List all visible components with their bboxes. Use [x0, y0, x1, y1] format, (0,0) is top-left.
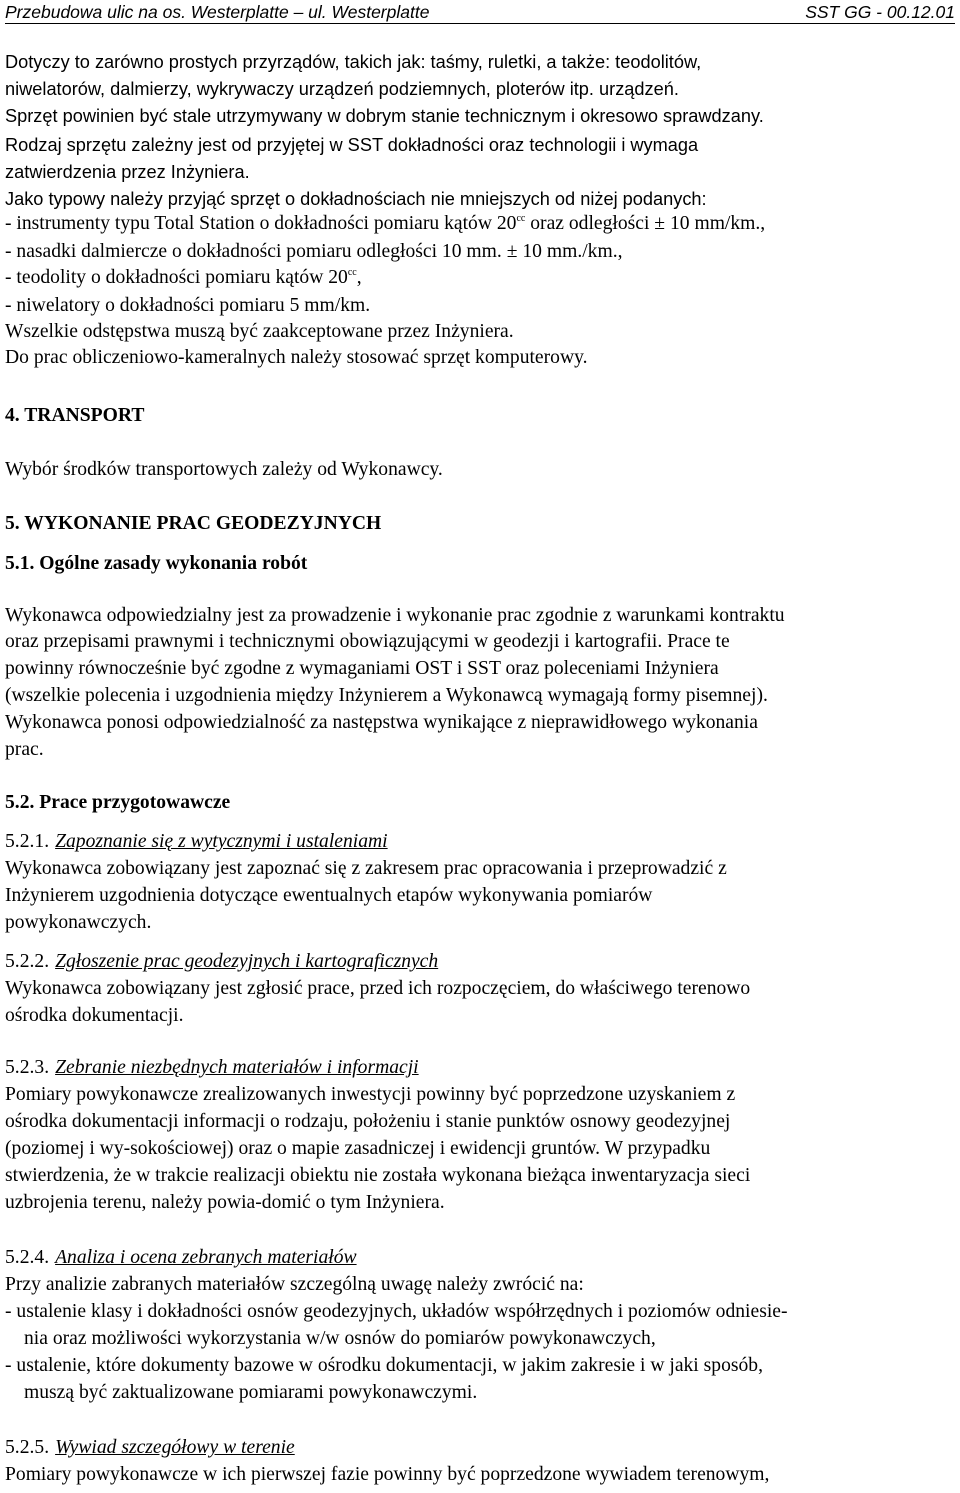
transport-text: Wybór środków transportowych zależy od Wykonawcy. — [5, 459, 443, 480]
paragraph-line: ośrodka dokumentacji. — [5, 1005, 184, 1026]
paragraph-line: powykonawczych. — [5, 912, 152, 933]
paragraph-line: Pomiary powykonawcze w ich pierwszej fazie powinny być poprzedzone wywiadem terenowym, — [5, 1464, 770, 1485]
paragraph-line: stwierdzenia, że w trakcie realizacji obiektu nie została wykonana bieżąca inwentaryzacja sieci — [5, 1165, 751, 1186]
heading-5-2-4: 5.2.4. Analiza i ocena zebranych materiałów — [5, 1247, 357, 1268]
header-code: SST GG - 00.12.01 — [805, 2, 955, 22]
heading-5-2-3: 5.2.3. Zebranie niezbędnych materiałów i informacji — [5, 1057, 419, 1078]
paragraph-line: Inżynierem uzgodnienia dotyczące ewentualnych etapów wykonywania pomiarów — [5, 885, 653, 906]
paragraph-line: Pomiary powykonawcze zrealizowanych inwestycji powinny być poprzedzone uzyskaniem z — [5, 1084, 736, 1105]
intro-line-4: Rodzaj sprzętu zależny jest od przyjętej w SST dokładności oraz technologii i wymaga — [5, 135, 699, 155]
header-rule — [5, 23, 955, 24]
equipment-item-total-station: - instrumenty typu Total Station o dokładności pomiaru kątów $20^{cc}$ oraz odległości ± 10 mm/km., — [5, 213, 766, 234]
computer-equipment-text: Do prac obliczeniowo-kameralnych należy stosować sprzęt komputerowy. — [5, 347, 588, 368]
paragraph-line: prac. — [5, 739, 44, 760]
paragraph-line: oraz przepisami prawnymi i technicznymi obowiązującymi w geodezji i kartografii. Prace te — [5, 631, 730, 652]
page-header — [5, 2, 955, 22]
heading-5-2-2: 5.2.2. Zgłoszenie prac geodezyjnych i kartograficznych — [5, 951, 439, 972]
intro-line-3: Sprzęt powinien być stale utrzymywany w dobrym stanie technicznym i okresowo sprawdzany. — [5, 106, 764, 126]
paragraph-line: Wykonawca odpowiedzialny jest za prowadzenie i wykonanie prac zgodnie z warunkami kontraktu — [5, 605, 785, 626]
heading-5-2-1: 5.2.1. Zapoznanie się z wytycznymi i ustaleniami — [5, 831, 388, 852]
paragraph-line: uzbrojenia terenu, należy powia-domić o tym Inżyniera. — [5, 1192, 445, 1213]
paragraph-line: (wszelkie polecenia i uzgodnienia między Inżynierem a Wykonawcą wymagają formy pisemnej). — [5, 685, 768, 706]
intro-line-5: zatwierdzenia przez Inżyniera. — [5, 162, 250, 182]
list-item: - ustalenie, które dokumenty bazowe w ośrodku dokumentacji, w jakim zakresie i w jaki sposób, — [5, 1355, 763, 1376]
paragraph-line: powinny równocześnie być zgodne z wymaganiami OST i SST oraz poleceniami Inżyniera — [5, 658, 719, 679]
heading-transport: 4. TRANSPORT — [5, 405, 145, 426]
heading-5-2-5: 5.2.5. Wywiad szczegółowy w terenie — [5, 1437, 295, 1458]
equipment-item-rangefinder: - nasadki dalmiercze o dokładności pomiaru odległości 10 mm. ± 10 mm./km., — [5, 241, 623, 262]
deviations-text: Wszelkie odstępstwa muszą być zaakceptowane przez Inżyniera. — [5, 321, 514, 342]
equipment-item-level: - niwelatory o dokładności pomiaru 5 mm/km. — [5, 295, 371, 316]
heading-5-1: 5.1. Ogólne zasady wykonania robót — [5, 553, 308, 574]
paragraph-line: ośrodka dokumentacji informacji o rodzaju, położeniu i stanie punktów osnowy geodezyjnej — [5, 1111, 731, 1132]
list-item-continuation: muszą być zaktualizowane pomiarami powykonawczymi. — [24, 1382, 478, 1403]
heading-section-5: 5. WYKONANIE PRAC GEODEZYJNYCH — [5, 513, 382, 534]
intro-line-1: Dotyczy to zarówno prostych przyrządów, takich jak: taśmy, ruletki, a także: teodolitów, — [5, 52, 702, 72]
paragraph-line: Przy analizie zabranych materiałów szczególną uwagę należy zwrócić na: — [5, 1274, 584, 1295]
paragraph-line: (poziomej i wy-sokościowej) oraz o mapie zasadniczej i ewidencji gruntów. W przypadku — [5, 1138, 711, 1159]
paragraph-line: Wykonawca zobowiązany jest zgłosić prace, przed ich rozpoczęciem, do właściwego terenowo — [5, 978, 751, 999]
heading-5-2: 5.2. Prace przygotowawcze — [5, 792, 231, 813]
header-title: Przebudowa ulic na os. Westerplatte – ul. Westerplatte — [5, 2, 430, 22]
intro-line-6: Jako typowy należy przyjąć sprzęt o dokładnościach nie mniejszych od niżej podanych: — [5, 189, 707, 209]
list-item: - ustalenie klasy i dokładności osnów geodezyjnych, układów współrzędnych i poziomów odniesie- — [5, 1301, 788, 1322]
intro-line-2: niwelatorów, dalmierzy, wykrywaczy urządzeń podziemnych, ploterów itp. urządzeń. — [5, 79, 679, 99]
list-item-continuation: nia oraz możliwości wykorzystania w/w osnów do pomiarów powykonawczych, — [24, 1328, 656, 1349]
equipment-item-theodolite: - teodolity o dokładności pomiaru kątów $20^{cc}$, — [5, 267, 362, 288]
paragraph-line: Wykonawca ponosi odpowiedzialność za następstwa wynikające z nieprawidłowego wykonania — [5, 712, 758, 733]
paragraph-line: Wykonawca zobowiązany jest zapoznać się z zakresem prac opracowania i przeprowadzić z — [5, 858, 727, 879]
